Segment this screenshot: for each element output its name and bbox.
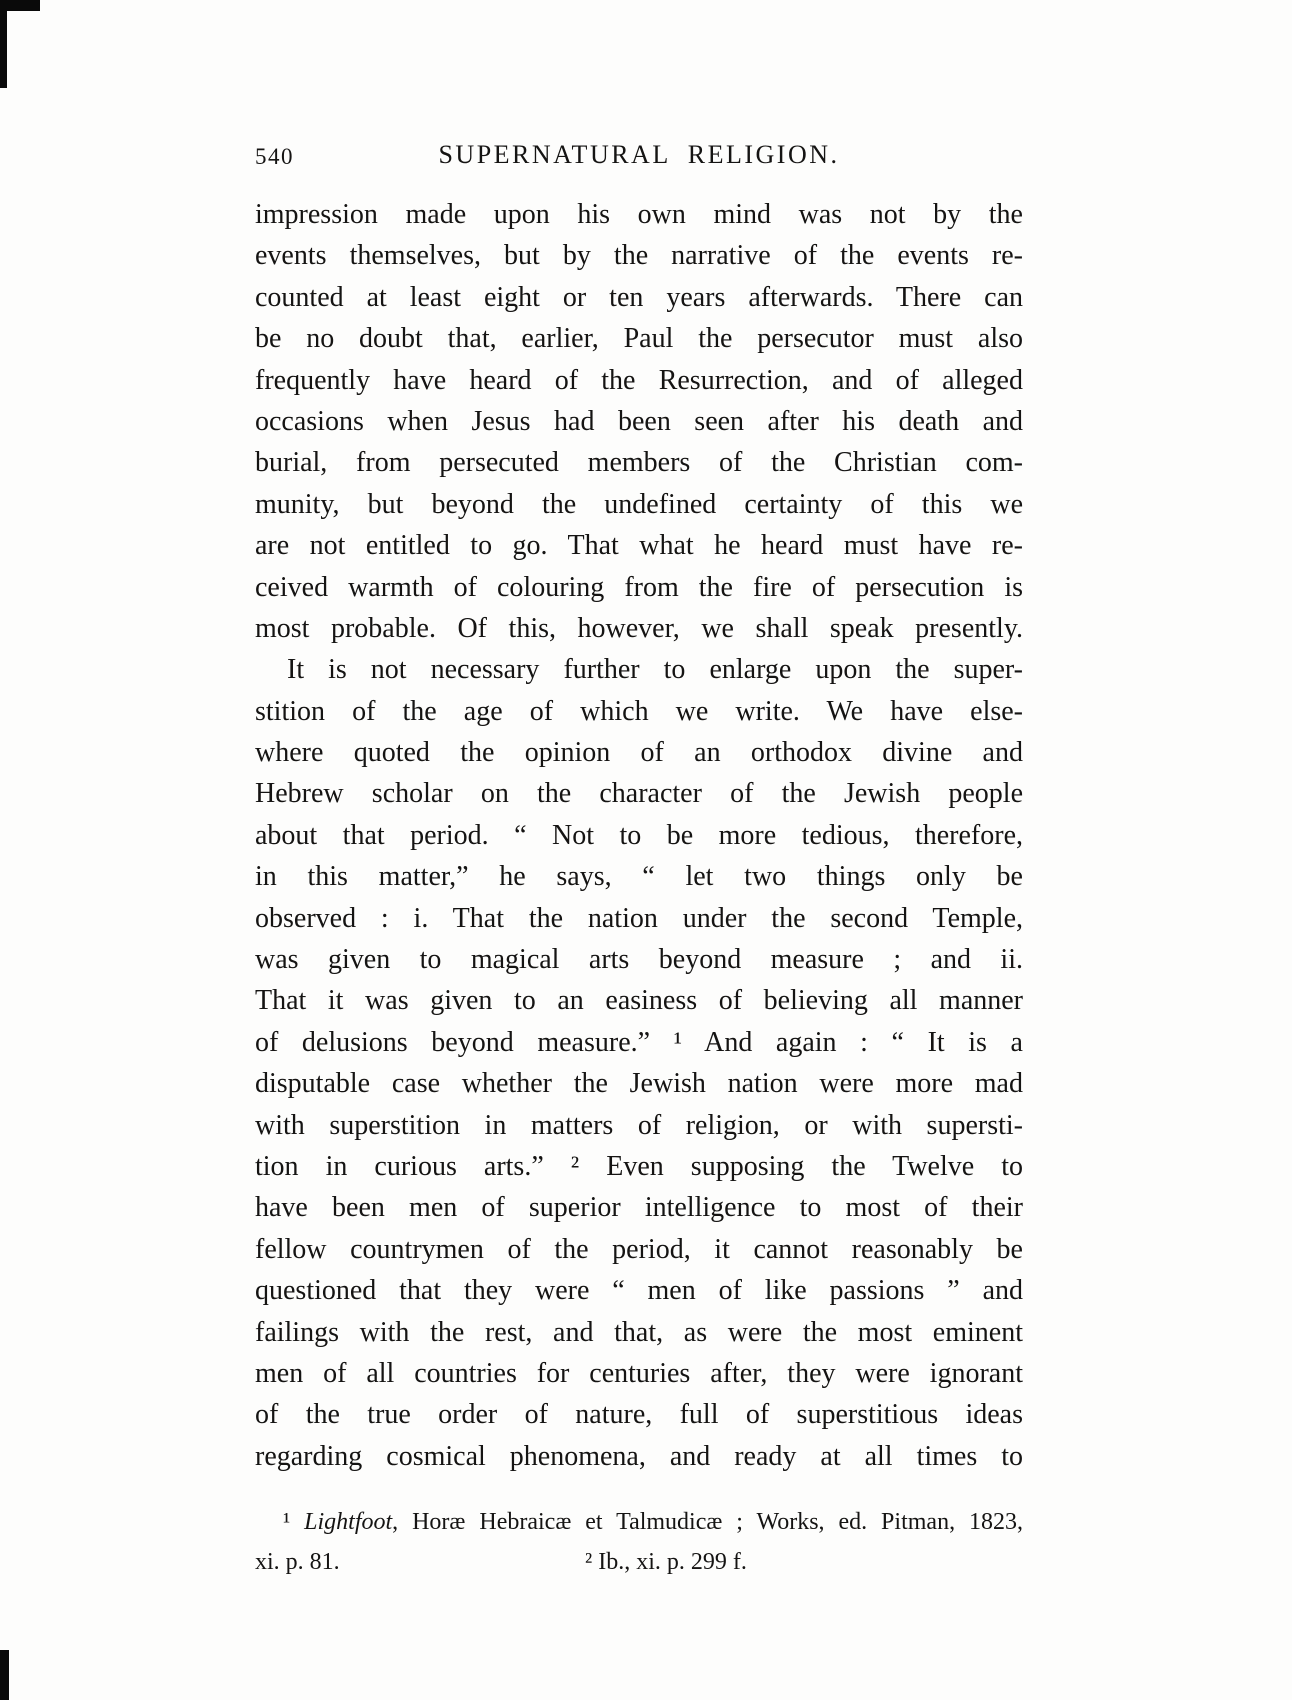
page-number: 540 — [255, 144, 294, 169]
scan-artifact — [0, 1650, 9, 1700]
text-line: burial, from persecuted members of the Christian com- — [255, 447, 1023, 479]
text-line: fellow countrymen of the period, it cannot reasonably be — [255, 1233, 1023, 1265]
text-line: with superstition in matters of religion, or with supersti- — [255, 1109, 1023, 1141]
footnote-work-title: Lightfoot — [304, 1509, 393, 1535]
text-line: frequently have heard of the Resurrection, and of alleged — [255, 364, 1023, 396]
text-line: of the true order of nature, full of superstitious ideas — [255, 1399, 1023, 1431]
text-line: be no doubt that, earlier, Paul the persecutor must also — [255, 323, 1023, 355]
running-title: SUPERNATURAL RELIGION. — [438, 140, 840, 169]
text-line: of delusions beyond measure.” ¹ And again : “ It is a — [255, 1026, 1023, 1058]
footnote-1 — [255, 1502, 1023, 1542]
text-line: most probable. Of this, however, we shall speak presently. — [255, 612, 1023, 644]
footnote-marker: ¹ — [283, 1509, 305, 1535]
text-line: impression made upon his own mind was not by the — [255, 199, 1023, 230]
text-line: are not entitled to go. That what he heard must have re- — [255, 530, 1023, 562]
text-line: That it was given to an easiness of believing all manner — [255, 985, 1023, 1017]
text-line: where quoted the opinion of an orthodox divine and — [255, 737, 1023, 769]
text-line: disputable case whether the Jewish nation were more mad — [255, 1068, 1023, 1100]
text-line: observed : i. That the nation under the second Temple, — [255, 902, 1023, 934]
text-line: men of all countries for centuries after, they were ignorant — [255, 1357, 1023, 1389]
text-line: Hebrew scholar on the character of the Jewish people — [255, 778, 1023, 810]
text-line: have been men of superior intelligence to most of their — [255, 1192, 1023, 1224]
text-line: in this matter,” he says, “ let two things only be — [255, 861, 1023, 893]
text-line: about that period. “ Not to be more tedious, therefore, — [255, 819, 1023, 851]
text-line: stition of the age of which we write. We have else- — [255, 695, 1023, 727]
text-line: ceived warmth of colouring from the fire of persecution is — [255, 571, 1023, 603]
text-line: was given to magical arts beyond measure ; and ii. — [255, 944, 1023, 976]
footnote-text: , Horæ Hebraicæ et Talmudicæ ; Works, ed. Pitman, 1823, — [392, 1509, 1023, 1535]
scan-artifact — [0, 0, 7, 88]
text-line: regarding cosmical phenomena, and ready at all times to — [255, 1440, 1023, 1472]
text-line: It is not necessary further to enlarge upon the super- — [287, 654, 1023, 686]
text-line: events themselves, but by the narrative of the events re- — [255, 240, 1023, 272]
footnote-2: ² Ib., xi. p. 299 f. — [585, 1549, 747, 1575]
text-line: occasions when Jesus had been seen after his death and — [255, 405, 1023, 437]
footnote-row — [255, 1542, 1023, 1582]
text-line: failings with the rest, and that, as were the most eminent — [255, 1316, 1023, 1348]
text-line: tion in curious arts.” ² Even supposing the Twelve to — [255, 1150, 1023, 1182]
footnote-1-continued: xi. p. 81. — [255, 1549, 340, 1575]
footnotes — [255, 1502, 1023, 1582]
page-header — [255, 140, 1023, 172]
text-line: questioned that they were “ men of like passions ” and — [255, 1275, 1023, 1307]
text-line: counted at least eight or ten years afterwards. There can — [255, 281, 1023, 313]
text-line: munity, but beyond the undefined certainty of this we — [255, 488, 1023, 520]
page-body — [255, 194, 1023, 1477]
